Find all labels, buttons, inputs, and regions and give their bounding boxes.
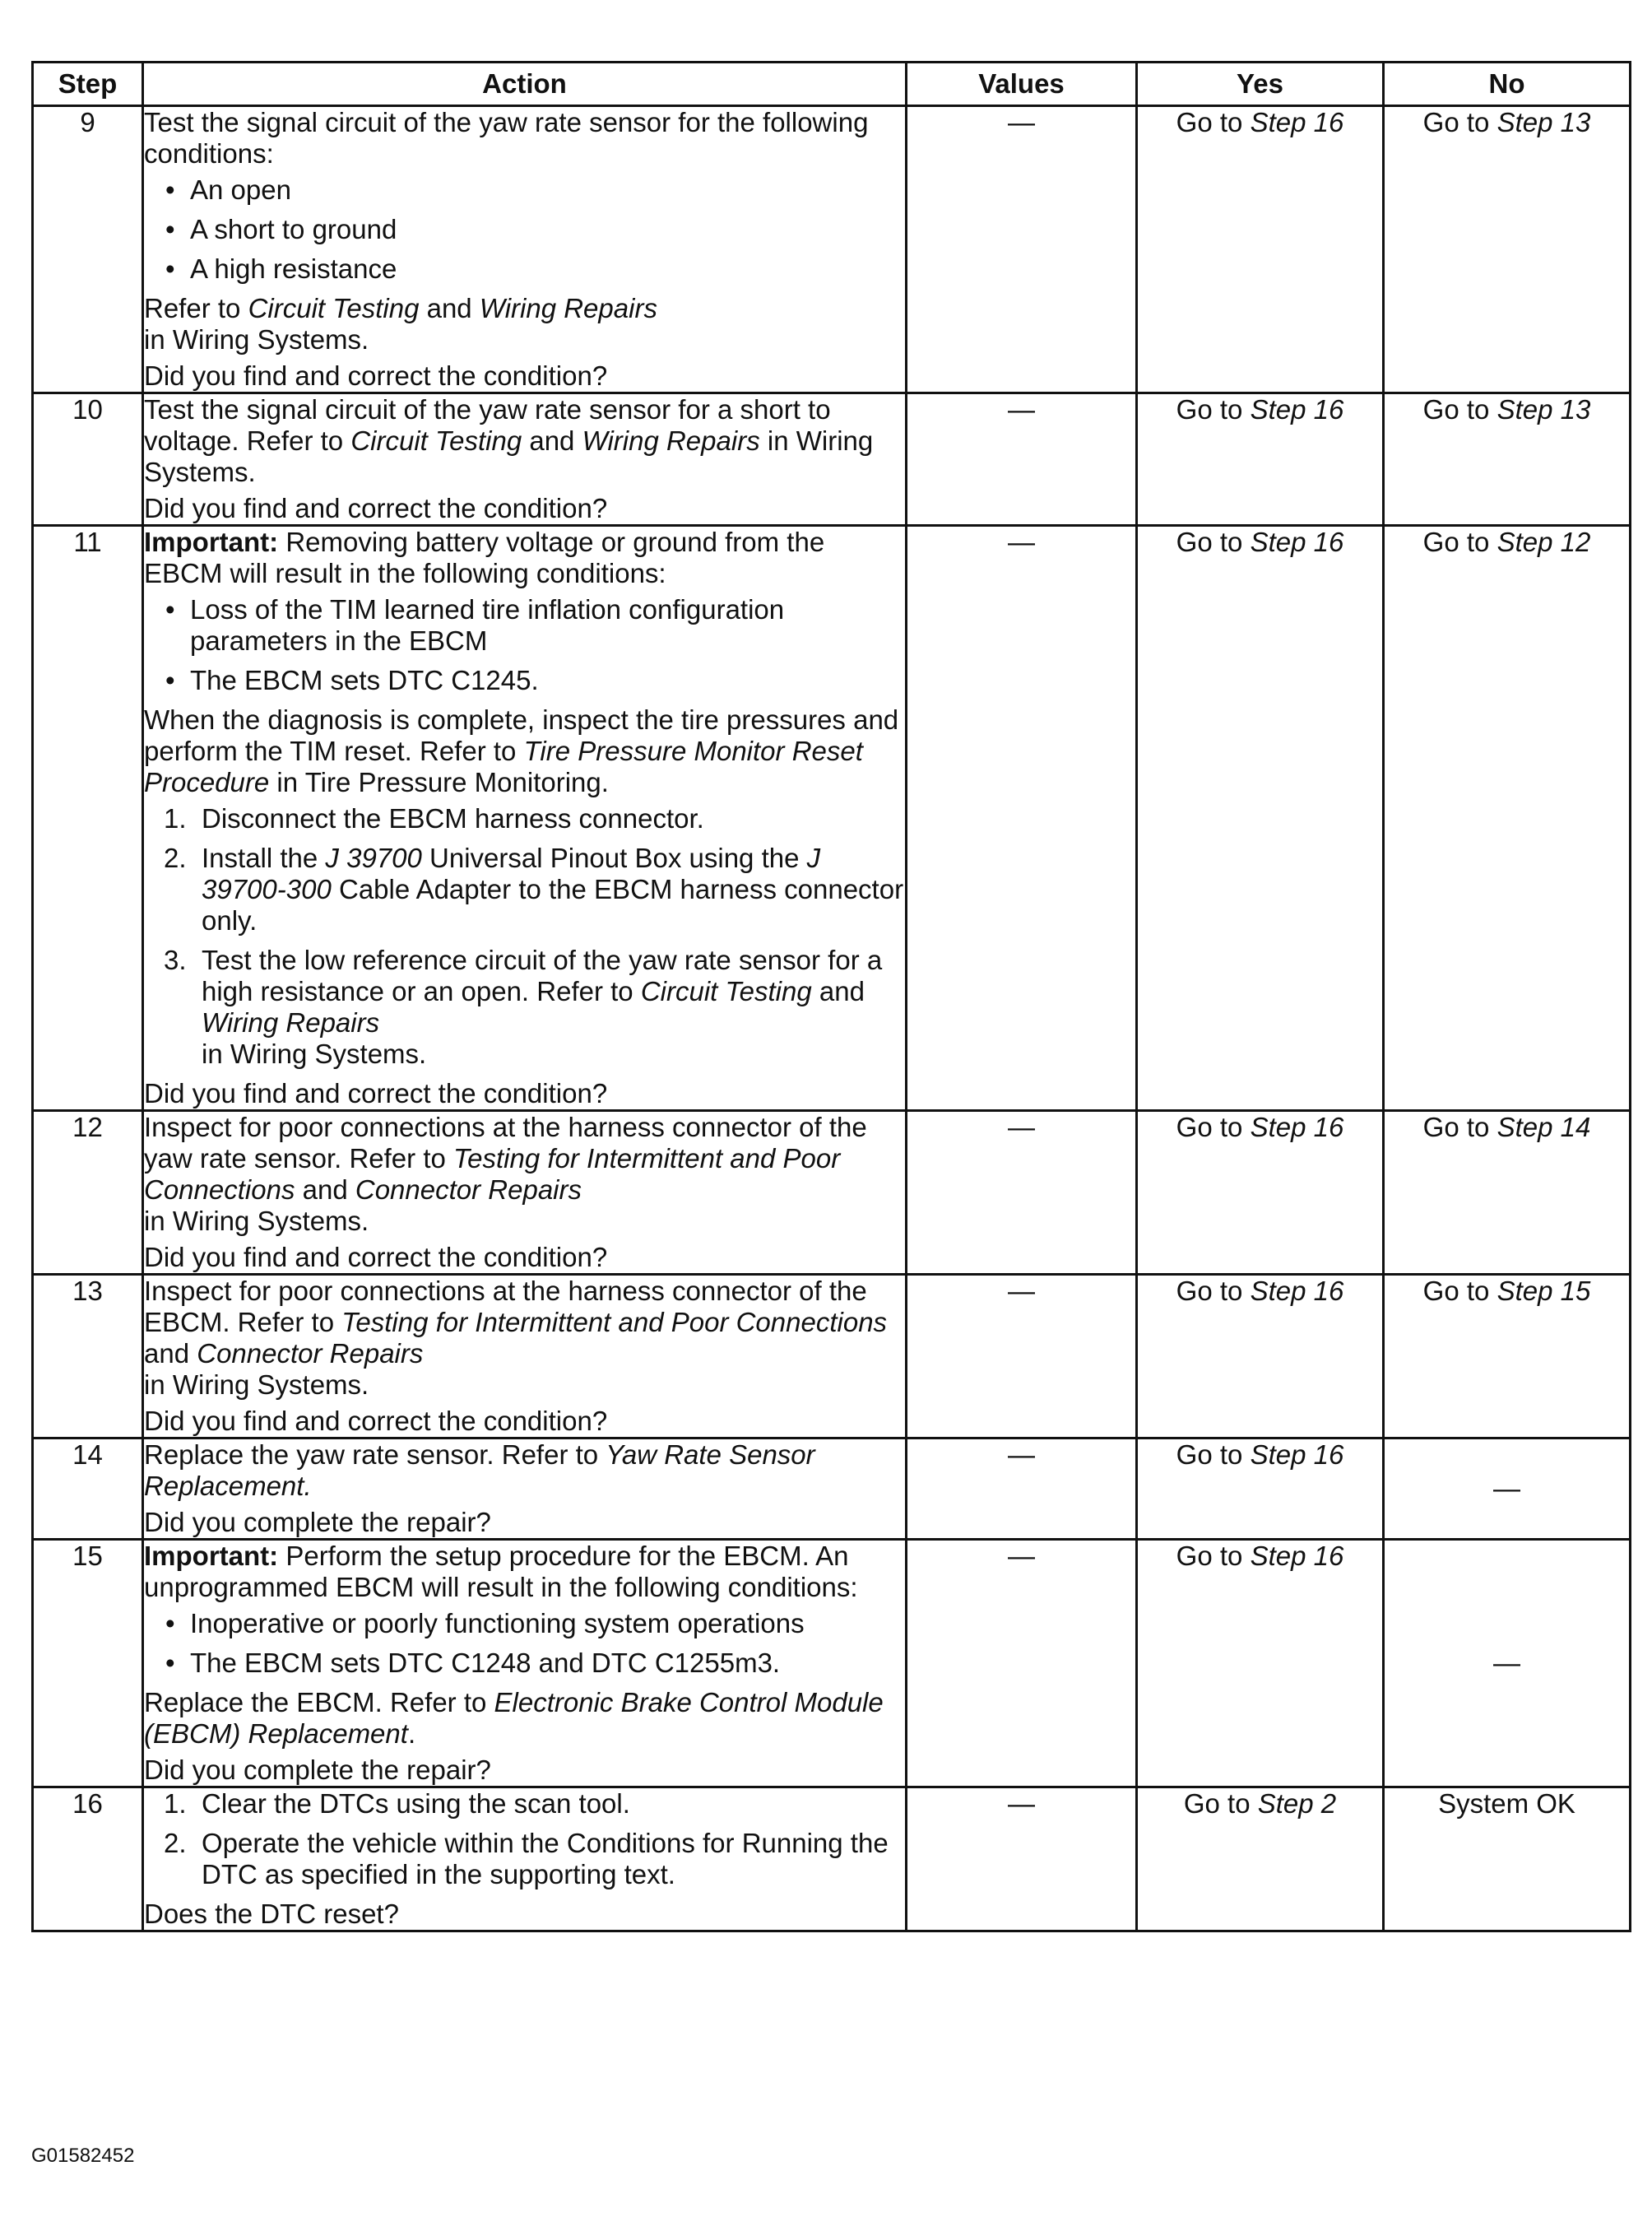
list-item: • The EBCM sets DTC C1245. xyxy=(164,665,905,696)
action-text xyxy=(144,1112,905,1237)
important-note xyxy=(144,527,905,589)
action-text xyxy=(144,1439,905,1502)
ref-link: Testing for Intermittent and Poor Connections xyxy=(144,1143,841,1205)
condition-list xyxy=(144,594,905,696)
no-cell xyxy=(1384,106,1631,393)
text: Universal Pinout Box using the xyxy=(421,843,807,873)
table-row xyxy=(33,1275,1631,1438)
goto-text: Go to xyxy=(1422,1112,1497,1142)
text: Inspect for poor connections at the harness connector of the EBCM. Refer to xyxy=(144,1276,867,1337)
goto-step: Step 16 xyxy=(1250,527,1344,557)
yes-cell xyxy=(1137,526,1384,1111)
goto-text: Go to xyxy=(1176,107,1251,137)
step-number: 15 xyxy=(33,1540,143,1787)
text: and xyxy=(295,1174,355,1205)
goto-text: Go to xyxy=(1422,394,1497,425)
reference-text xyxy=(144,293,905,356)
ref-link: Yaw Rate Sensor Replacement. xyxy=(144,1439,815,1501)
goto-step: Step 16 xyxy=(1250,394,1344,425)
no-cell xyxy=(1384,526,1631,1111)
step-number: 10 xyxy=(33,393,143,526)
goto-step: Step 16 xyxy=(1250,1439,1344,1470)
ref-link: Wiring Repairs xyxy=(582,425,760,456)
no-cell: — xyxy=(1384,1438,1631,1540)
goto-step: Step 15 xyxy=(1497,1276,1591,1306)
text: When the diagnosis is complete, inspect the tire pressures and perform the TIM reset. Refer to xyxy=(144,704,899,766)
values-cell: — xyxy=(907,526,1137,1111)
step-number: 11 xyxy=(33,526,143,1111)
ref-link: Wiring Repairs xyxy=(202,1007,380,1038)
list-item: • Loss of the TIM learned tire inflation configuration parameters in the EBCM xyxy=(164,594,905,657)
text: in Tire Pressure Monitoring. xyxy=(269,767,609,797)
goto-text: Go to xyxy=(1176,527,1251,557)
ref-text: in Wiring Systems. xyxy=(144,324,369,355)
text: . xyxy=(407,1718,416,1749)
values-cell: — xyxy=(907,393,1137,526)
goto-step: Step 16 xyxy=(1250,107,1344,137)
yes-cell xyxy=(1137,1438,1384,1540)
procedure-list xyxy=(144,1788,905,1890)
question-text: Did you find and correct the condition? xyxy=(144,360,608,391)
action-cell xyxy=(143,1438,907,1540)
goto-step: Step 2 xyxy=(1257,1788,1337,1819)
text: in Wiring Systems. xyxy=(144,1369,369,1400)
text: Test the signal circuit of the yaw rate sensor for a short to voltage. Refer to xyxy=(144,394,831,456)
question-text: Did you find and correct the condition? xyxy=(144,1078,608,1108)
action-text xyxy=(144,1276,905,1401)
ref-link: Testing for Intermittent and Poor Connections xyxy=(341,1307,888,1337)
goto-text: Go to xyxy=(1422,527,1497,557)
goto-step: Step 13 xyxy=(1497,394,1591,425)
question-text: Did you complete the repair? xyxy=(144,1755,491,1785)
ref-link: Connector Repairs xyxy=(197,1338,424,1369)
table-row xyxy=(33,1787,1631,1931)
header-yes: Yes xyxy=(1137,63,1384,106)
list-item: • A short to ground xyxy=(164,214,905,245)
values-cell: — xyxy=(907,106,1137,393)
header-values: Values xyxy=(907,63,1137,106)
action-cell xyxy=(143,1787,907,1931)
list-item xyxy=(164,803,905,834)
item-number: 3. xyxy=(164,945,187,975)
action-cell xyxy=(143,106,907,393)
goto-step: Step 14 xyxy=(1497,1112,1591,1142)
condition-list xyxy=(144,1608,905,1679)
list-item xyxy=(164,1828,905,1890)
list-item: • An open xyxy=(164,174,905,206)
ref-link: Connector Repairs xyxy=(355,1174,582,1205)
list-item xyxy=(164,945,905,1070)
step-number: 14 xyxy=(33,1438,143,1540)
important-label: Important: xyxy=(144,1541,279,1571)
yes-cell xyxy=(1137,1275,1384,1438)
list-item xyxy=(164,843,905,937)
question-text: Did you find and correct the condition? xyxy=(144,1406,608,1436)
goto-text: Go to xyxy=(1176,394,1251,425)
table-row xyxy=(33,526,1631,1111)
text: Operate the vehicle within the Conditions for Running the DTC as specified in the supporting text. xyxy=(202,1828,889,1889)
yes-cell xyxy=(1137,1787,1384,1931)
item-number: 1. xyxy=(164,1788,187,1819)
action-text xyxy=(144,704,905,798)
goto-text: Go to xyxy=(1176,1541,1251,1571)
question-text: Did you complete the repair? xyxy=(144,1507,491,1537)
list-item: • The EBCM sets DTC C1248 and DTC C1255m3. xyxy=(164,1648,905,1679)
table-row xyxy=(33,1540,1631,1787)
yes-cell xyxy=(1137,106,1384,393)
tool-name: J 39700-300 xyxy=(202,843,821,904)
text: Replace the EBCM. Refer to xyxy=(144,1687,494,1717)
text: Disconnect the EBCM harness connector. xyxy=(202,803,704,834)
diagnostic-table xyxy=(31,61,1631,1932)
goto-step: Step 16 xyxy=(1250,1276,1344,1306)
action-text: Test the signal circuit of the yaw rate sensor for the following conditions: xyxy=(144,107,869,169)
values-cell: — xyxy=(907,1540,1137,1787)
action-cell xyxy=(143,1275,907,1438)
ref-link: Circuit Testing xyxy=(350,425,522,456)
ref-link: Tire Pressure Monitor Reset Procedure xyxy=(144,736,863,797)
text: Cable Adapter to the EBCM harness connector only. xyxy=(202,874,904,936)
text: Removing battery voltage or ground from the EBCM will result in the following conditions: xyxy=(144,527,825,588)
question-text: Did you find and correct the condition? xyxy=(144,493,608,523)
header-no: No xyxy=(1384,63,1631,106)
item-number: 1. xyxy=(164,803,187,834)
goto-text: Go to xyxy=(1176,1276,1251,1306)
table-row xyxy=(33,1111,1631,1275)
important-label: Important: xyxy=(144,527,279,557)
ref-link: Circuit Testing xyxy=(640,976,812,1006)
yes-cell xyxy=(1137,393,1384,526)
text: in Wiring Systems. xyxy=(144,1206,369,1236)
list-item: • A high resistance xyxy=(164,253,905,285)
action-cell xyxy=(143,393,907,526)
action-cell xyxy=(143,1540,907,1787)
header-step: Step xyxy=(33,63,143,106)
step-number: 13 xyxy=(33,1275,143,1438)
goto-text: Go to xyxy=(1176,1439,1251,1470)
text: Clear the DTCs using the scan tool. xyxy=(202,1788,630,1819)
text: Replace the yaw rate sensor. Refer to xyxy=(144,1439,606,1470)
text: in Wiring Systems. xyxy=(202,1039,427,1069)
no-cell: — xyxy=(1384,1540,1631,1787)
text: Install the xyxy=(202,843,326,873)
text: and xyxy=(522,425,582,456)
goto-text: Go to xyxy=(1183,1788,1258,1819)
list-item: • Inoperative or poorly functioning system operations xyxy=(164,1608,905,1639)
no-cell xyxy=(1384,1275,1631,1438)
step-number: 9 xyxy=(33,106,143,393)
condition-list xyxy=(144,174,905,285)
no-cell: System OK xyxy=(1384,1787,1631,1931)
values-cell: — xyxy=(907,1111,1137,1275)
tool-name: J 39700 xyxy=(325,843,422,873)
important-note xyxy=(144,1541,905,1603)
values-cell: — xyxy=(907,1275,1137,1438)
table-row xyxy=(33,106,1631,393)
text: in Wiring Systems. xyxy=(144,425,874,487)
header-action: Action xyxy=(143,63,907,106)
text: Inspect for poor connections at the harness connector of the yaw rate sensor. Refer to xyxy=(144,1112,867,1174)
ref-text: Refer to xyxy=(144,293,248,323)
goto-step: Step 16 xyxy=(1250,1112,1344,1142)
ref-link: Electronic Brake Control Module (EBCM) Replacement xyxy=(144,1687,884,1749)
goto-text: Go to xyxy=(1422,1276,1497,1306)
table-header-row xyxy=(33,63,1631,106)
question-text: Did you find and correct the condition? xyxy=(144,1242,608,1272)
goto-step: Step 12 xyxy=(1497,527,1591,557)
values-cell: — xyxy=(907,1787,1137,1931)
item-number: 2. xyxy=(164,1828,187,1858)
action-text xyxy=(144,1687,905,1750)
text: and xyxy=(144,1338,197,1369)
list-item xyxy=(164,1788,905,1820)
figure-id: G01582452 xyxy=(31,2145,135,2167)
question-text: Does the DTC reset? xyxy=(144,1899,399,1929)
no-cell xyxy=(1384,393,1631,526)
goto-step: Step 13 xyxy=(1497,107,1591,137)
text: and xyxy=(811,976,865,1006)
goto-text: Go to xyxy=(1176,1112,1251,1142)
ref-link: Wiring Repairs xyxy=(479,293,657,323)
table-row xyxy=(33,393,1631,526)
yes-cell xyxy=(1137,1540,1384,1787)
text: Perform the setup procedure for the EBCM. An unprogrammed EBCM will result in the following conditions: xyxy=(144,1541,858,1602)
goto-step: Step 16 xyxy=(1250,1541,1344,1571)
procedure-list xyxy=(144,803,905,1070)
item-number: 2. xyxy=(164,843,187,873)
step-number: 12 xyxy=(33,1111,143,1275)
values-cell: — xyxy=(907,1438,1137,1540)
ref-text: and xyxy=(419,293,480,323)
ref-link: Circuit Testing xyxy=(248,293,420,323)
yes-cell xyxy=(1137,1111,1384,1275)
table-row xyxy=(33,1438,1631,1540)
action-text xyxy=(144,394,905,488)
action-cell xyxy=(143,1111,907,1275)
step-number: 16 xyxy=(33,1787,143,1931)
action-cell xyxy=(143,526,907,1111)
goto-text: Go to xyxy=(1422,107,1497,137)
no-cell xyxy=(1384,1111,1631,1275)
text: Test the low reference circuit of the yaw rate sensor for a high resistance or an open. Refer to xyxy=(202,945,883,1006)
